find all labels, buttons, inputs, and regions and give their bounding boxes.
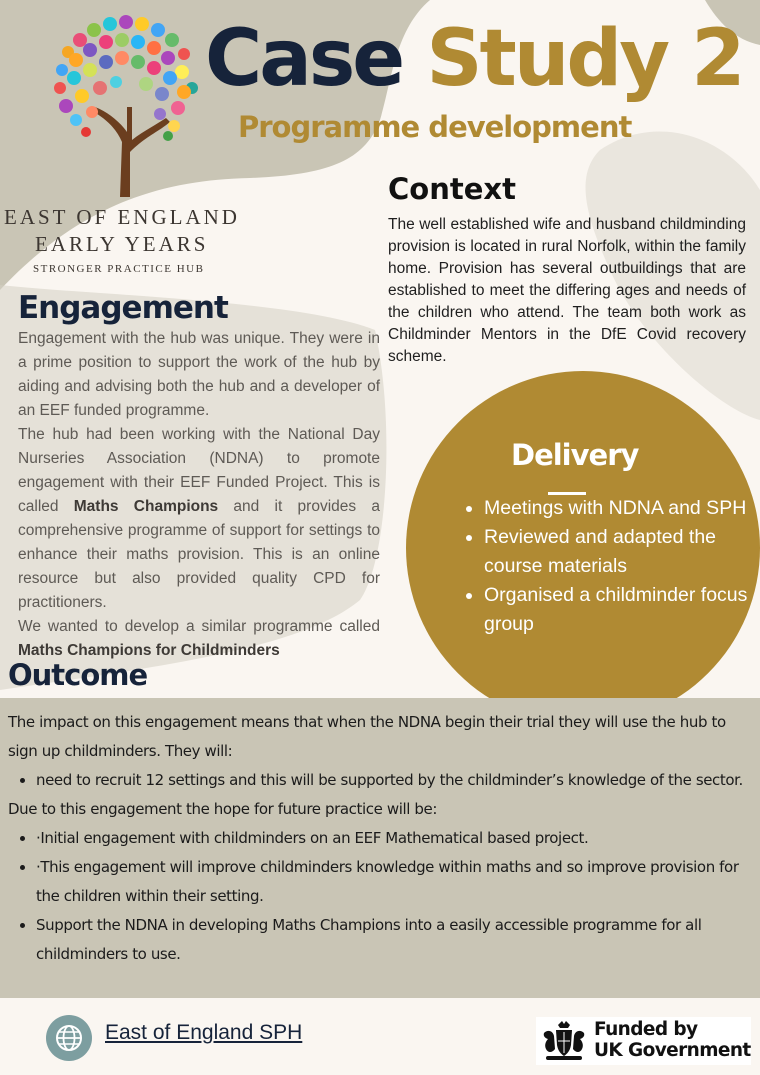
- maths-champions-childminders-bold: Maths Champions for Childminders: [18, 642, 280, 659]
- delivery-item: • Meetings with NDNA and SPH: [484, 494, 760, 523]
- outcome-item: • ·Initial engagement with childminders on an EEF Mathematical based project.: [36, 824, 756, 853]
- outcome-intro: The impact on this engagement means that when the NDNA begin their trial they will use the hub to sign up childminders. They will:: [8, 713, 726, 760]
- tree-logo-icon: [50, 12, 200, 202]
- engagement-paragraph-2: [18, 423, 380, 615]
- delivery-item: • Reviewed and adapted the course materials: [484, 523, 760, 581]
- outcome-heading: Outcome: [8, 658, 148, 692]
- engagement-paragraph-1: Engagement with the hub was unique. They were in a prime position to support the work of the hub by aiding and advising both the hub and a developer of an EEF funded programme.: [18, 330, 380, 419]
- org-name-line3: STRONGER PRACTICE HUB: [33, 263, 205, 275]
- funded-line-2: UK Government: [594, 1040, 751, 1061]
- outcome-list-2: [8, 824, 756, 969]
- engagement-p2-text-a: The hub had been working with the National Day Nurseries Association (NDNA) to promote engagement with their EEF Funded Project. This is called: [18, 426, 380, 515]
- delivery-item: • Organised a childminder focus group: [484, 581, 760, 639]
- delivery-list: [462, 494, 760, 639]
- page-title: [205, 14, 743, 104]
- outcome-item: • ·This engagement will improve childminders knowledge within maths and so improve provision for the children within their setting.: [36, 853, 756, 911]
- maths-champions-bold: Maths Champions: [73, 498, 219, 515]
- context-heading: Context: [388, 172, 516, 206]
- org-name-line2: EARLY YEARS: [35, 232, 209, 256]
- outcome-list-1: [8, 766, 756, 795]
- funded-line-1: Funded by: [594, 1019, 698, 1040]
- context-body: The well established wife and husband childminding provision is located in rural Norfolk, within the family home. Provision has several outbuildings that are established to meet the differing ages and needs of the children who attend. The team both work as Childminder Mentors in the DfE Covid recovery scheme.: [388, 216, 746, 365]
- engagement-p2-text-c: and it provides a comprehensive programme of support for settings to enhance their maths provision. This is an online resource but also provided quality CPD for practitioners.: [18, 498, 381, 611]
- engagement-p3-text-a: We wanted to develop a similar programme called: [18, 618, 380, 635]
- outcome-body: [8, 708, 756, 969]
- outcome-mid: Due to this engagement the hope for future practice will be:: [8, 800, 437, 818]
- outcome-item: • Support the NDNA in developing Maths Champions into a easily accessible programme for all childminders to use.: [36, 911, 756, 969]
- org-name-line1: EAST OF ENGLAND: [4, 205, 240, 229]
- royal-coat-of-arms-icon: [540, 1019, 588, 1063]
- engagement-heading: Engagement: [18, 290, 228, 326]
- title-study: Study 2: [426, 14, 743, 104]
- engagement-paragraph-3: [18, 615, 380, 663]
- delivery-heading: Delivery: [511, 438, 639, 472]
- page-subtitle: Programme development: [238, 110, 632, 144]
- engagement-body: [18, 327, 380, 663]
- funded-by-text: [594, 1019, 751, 1061]
- footer-website-link[interactable]: East of England SPH: [105, 1021, 303, 1044]
- title-case: Case: [205, 14, 403, 104]
- globe-icon: [46, 1015, 92, 1061]
- outcome-item: • need to recruit 12 settings and this will be supported by the childminder’s knowledge of the sector.: [36, 766, 756, 795]
